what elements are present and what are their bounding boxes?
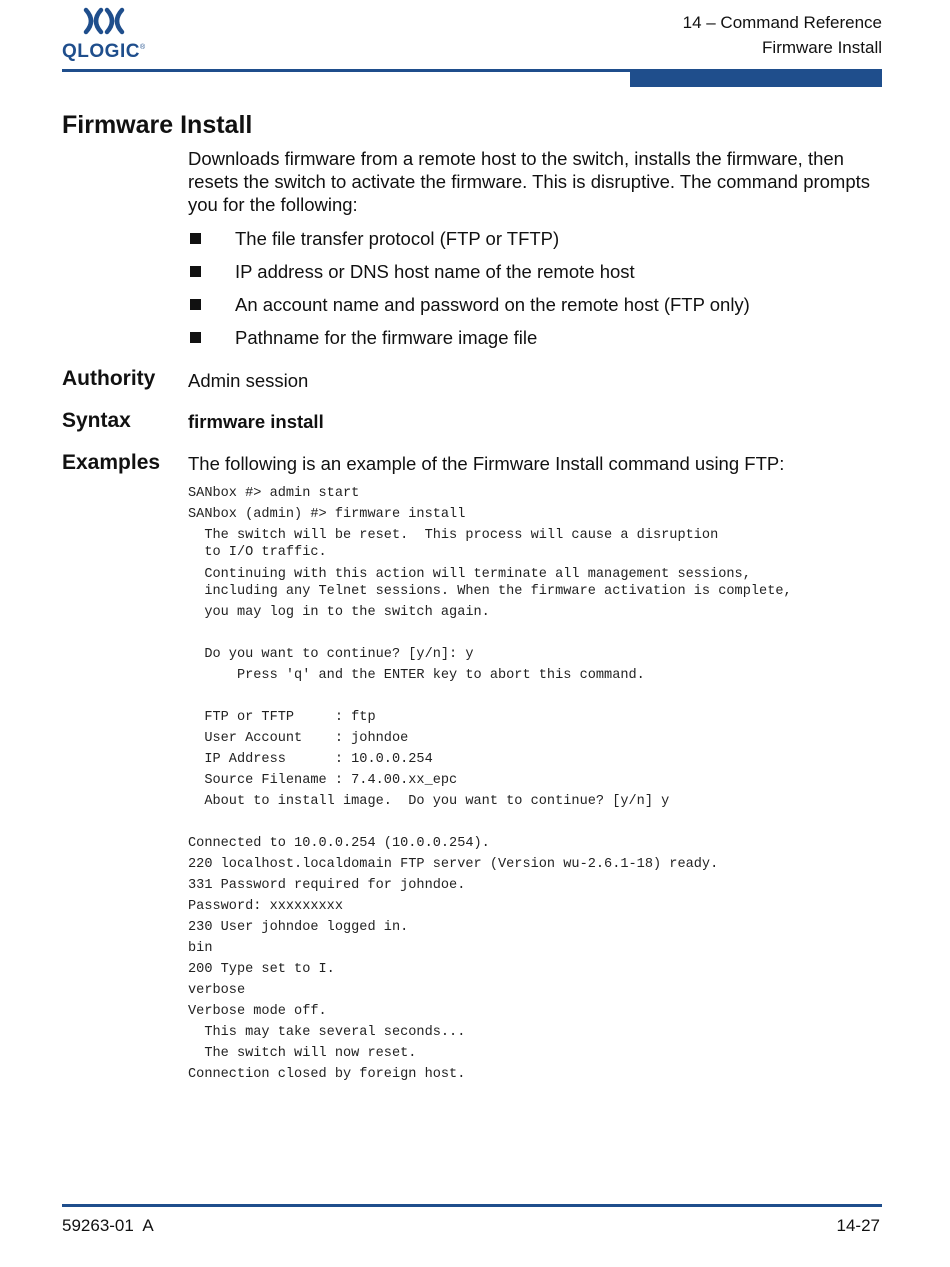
doc-number: 59263-01 A [62,1216,154,1235]
code-line: verbose [188,983,246,998]
code-line: IP Address : 10.0.0.254 [188,752,433,767]
code-line: Source Filename : 7.4.00.xx_epc [188,773,458,788]
running-head-section: Firmware Install [762,38,882,57]
code-line: bin [188,941,213,956]
code-line: 220 localhost.localdomain FTP server (Version wu-2.6.1-18) ready. [188,857,719,872]
code-line: Connected to 10.0.0.254 (10.0.0.254). [188,836,490,851]
code-line: User Account : johndoe [188,731,409,746]
authority-label: Authority [62,367,156,390]
code-line: Password: xxxxxxxxx [188,899,343,914]
authority-value: Admin session [188,370,309,391]
qlogic-logo-mark-icon [82,6,126,36]
code-line: including any Telnet sessions. When the firmware activation is complete, [188,584,792,599]
bullet-square-icon [190,266,201,277]
code-line: The switch will now reset. [188,1046,417,1061]
code-line: This may take several seconds... [188,1025,466,1040]
code-line: SANbox #> admin start [188,486,360,501]
code-line: FTP or TFTP : ftp [188,710,376,725]
code-line: Verbose mode off. [188,1004,327,1019]
bullet-square-icon [190,233,201,244]
qlogic-logo [62,6,152,62]
page-number: 14-27 [836,1216,880,1235]
code-line: 230 User johndoe logged in. [188,920,409,935]
prompt-list [188,227,888,359]
running-head [683,10,882,60]
code-line: Do you want to continue? [y/n]: y [188,647,474,662]
code-line: SANbox (admin) #> firmware install [188,507,466,522]
syntax-value: firmware install [188,411,324,432]
examples-label: Examples [62,451,161,474]
header-tab-bar [630,69,882,87]
list-item: The file transfer protocol (FTP or TFTP) [188,227,888,260]
list-item: IP address or DNS host name of the remote host [188,260,888,293]
qlogic-wordmark: QLOGIC® [62,41,146,62]
code-line: Continuing with this action will terminate all management sessions, [188,567,751,582]
code-line: 331 Password required for johndoe. [188,878,466,893]
intro-paragraph: Downloads firmware from a remote host to the switch, installs the firmware, then resets the switch to activate the firmware. This is disruptive. The command prompts you for the following: [188,148,871,215]
list-item: An account name and password on the remote host (FTP only) [188,293,888,326]
bullet-square-icon [190,299,201,310]
code-line: to I/O traffic. [188,545,327,560]
syntax-label: Syntax [62,409,131,432]
code-line: Connection closed by foreign host. [188,1067,466,1082]
bullet-square-icon [190,332,201,343]
code-line: About to install image. Do you want to continue? [y/n] y [188,794,670,809]
section-title: Firmware Install [62,111,253,139]
code-line: Press 'q' and the ENTER key to abort this command. [188,668,645,683]
footer-rule [62,1204,882,1207]
code-line: The switch will be reset. This process will cause a disruption [188,528,719,543]
examples-intro: The following is an example of the Firmware Install command using FTP: [188,453,785,474]
list-item: Pathname for the firmware image file [188,326,888,359]
code-line: you may log in to the switch again. [188,605,490,620]
code-line: 200 Type set to I. [188,962,335,977]
running-head-chapter: 14 – Command Reference [682,13,882,32]
